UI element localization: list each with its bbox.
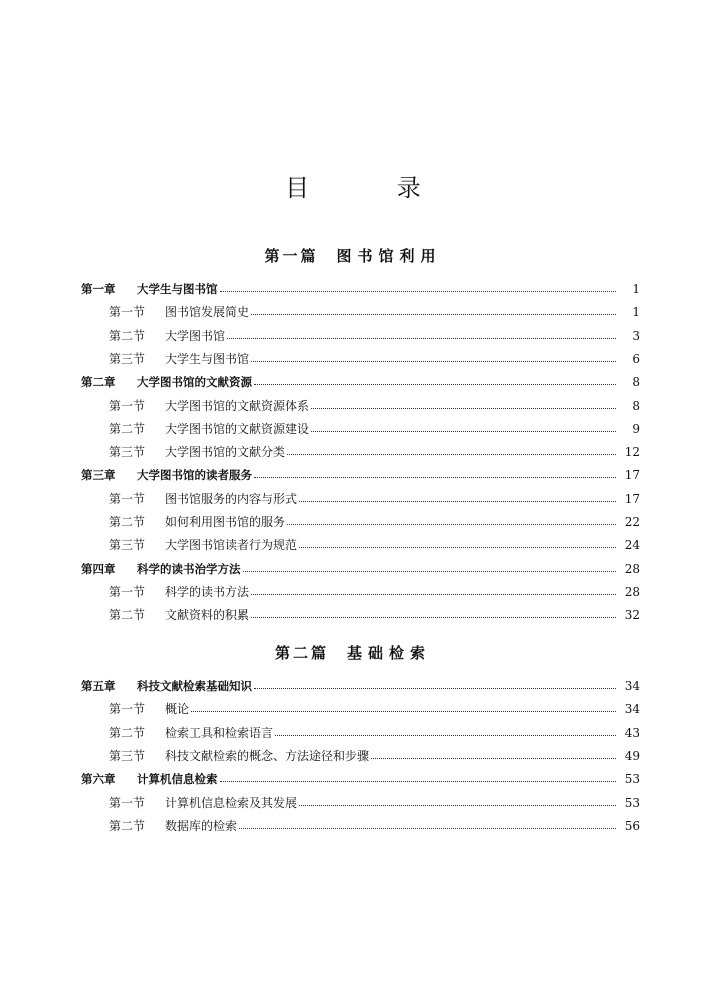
dot-leader xyxy=(251,617,618,618)
page-number: 17 xyxy=(616,465,640,485)
toc-section-entry xyxy=(0,816,706,836)
toc-section-entry xyxy=(0,605,706,625)
toc-section-entry xyxy=(0,302,706,322)
chapter-title: 大学图书馆的读者服务 xyxy=(137,465,254,485)
page-number: 8 xyxy=(616,372,640,392)
page-number: 12 xyxy=(616,442,640,462)
toc-section-entry xyxy=(0,512,706,532)
dot-leader xyxy=(287,454,618,455)
chapter-title: 大学生与图书馆 xyxy=(137,279,220,299)
page-number: 28 xyxy=(616,582,640,602)
section-number: 第一节 xyxy=(109,795,146,810)
dot-leader xyxy=(220,781,619,782)
toc-section-entry xyxy=(0,396,706,416)
dot-leader xyxy=(299,805,618,806)
page-number: 1 xyxy=(616,279,640,299)
toc-chapter-entry xyxy=(0,279,706,299)
page-number: 17 xyxy=(616,489,640,509)
chapter-number: 第一章 xyxy=(81,282,116,296)
toc-section-entry xyxy=(0,349,706,369)
part-heading xyxy=(0,642,706,663)
page-number: 24 xyxy=(616,535,640,555)
toc-section-entry xyxy=(0,419,706,439)
page-number: 32 xyxy=(616,605,640,625)
page-number: 56 xyxy=(616,816,640,836)
page-number: 34 xyxy=(616,699,640,719)
chapter-number: 第四章 xyxy=(81,561,116,576)
page-number: 53 xyxy=(616,769,640,789)
section-number: 第二节 xyxy=(109,328,146,343)
dot-leader xyxy=(254,688,618,689)
section-number: 第三节 xyxy=(109,748,146,763)
toc-section-entry xyxy=(0,442,706,462)
section-number: 第三节 xyxy=(109,351,146,366)
dot-leader xyxy=(254,384,618,385)
toc-chapter-entry xyxy=(0,559,706,579)
page-number: 22 xyxy=(616,512,640,532)
page-number: 34 xyxy=(616,676,640,696)
dot-leader xyxy=(275,735,618,736)
chapter-title: 科学的读书治学方法 xyxy=(137,559,243,579)
chapter-number: 第三章 xyxy=(81,468,116,483)
part-heading xyxy=(0,245,706,266)
section-title: 大学图书馆 xyxy=(165,326,227,346)
section-number: 第三节 xyxy=(109,538,146,553)
dot-leader xyxy=(239,828,618,829)
dot-leader xyxy=(371,758,618,759)
toc-section-entry xyxy=(0,793,706,813)
dot-leader xyxy=(299,501,618,502)
toc-section-entry xyxy=(0,326,706,346)
dot-leader xyxy=(227,338,618,339)
section-title: 数据库的检索 xyxy=(165,816,239,836)
section-number: 第二节 xyxy=(109,608,146,623)
dot-leader xyxy=(243,571,619,572)
section-title: 检索工具和检索语言 xyxy=(165,723,275,743)
section-number: 第一节 xyxy=(109,702,146,717)
section-number: 第二节 xyxy=(109,818,146,833)
page-number: 28 xyxy=(616,559,640,579)
toc-section-entry xyxy=(0,723,706,743)
section-number: 第二节 xyxy=(109,515,146,529)
part-number: 第二篇 xyxy=(274,644,329,662)
toc-section-entry xyxy=(0,746,706,766)
page-number: 6 xyxy=(616,349,640,369)
section-title: 大学图书馆的文献分类 xyxy=(165,442,287,462)
page-number: 49 xyxy=(616,746,640,766)
section-title: 概论 xyxy=(165,699,191,719)
section-title: 科学的读书方法 xyxy=(165,582,251,602)
toc-section-entry xyxy=(0,582,706,602)
part-name: 基础检索 xyxy=(347,644,432,662)
page-number: 43 xyxy=(616,723,640,743)
section-title: 文献资料的积累 xyxy=(165,605,251,625)
page-number: 1 xyxy=(616,302,640,322)
section-number: 第一节 xyxy=(109,305,146,320)
page-title: 目 录 xyxy=(285,174,461,202)
dot-leader xyxy=(251,314,618,315)
toc-section-entry xyxy=(0,699,706,719)
section-title: 图书馆服务的内容与形式 xyxy=(165,489,299,509)
section-title: 如何利用图书馆的服务 xyxy=(165,512,287,532)
dot-leader xyxy=(251,594,618,595)
toc-chapter-entry xyxy=(0,465,706,485)
dot-leader xyxy=(191,711,618,712)
section-title: 大学图书馆的文献资源体系 xyxy=(165,396,311,416)
section-number: 第一节 xyxy=(109,491,146,506)
section-title: 科技文献检索的概念、方法途径和步骤 xyxy=(165,746,371,766)
section-title: 计算机信息检索及其发展 xyxy=(165,793,299,813)
section-number: 第二节 xyxy=(109,725,146,740)
dot-leader xyxy=(287,524,618,525)
toc-chapter-entry xyxy=(0,372,706,392)
section-number: 第二节 xyxy=(109,421,146,436)
chapter-number: 第二章 xyxy=(81,375,116,390)
toc-section-entry xyxy=(0,535,706,555)
toc-section-entry xyxy=(0,489,706,509)
chapter-number: 第六章 xyxy=(81,772,116,787)
section-title: 大学图书馆的文献资源建设 xyxy=(165,419,311,439)
chapter-title: 大学图书馆的文献资源 xyxy=(137,372,254,392)
section-number: 第一节 xyxy=(109,398,146,413)
dot-leader xyxy=(299,547,618,548)
section-number: 第一节 xyxy=(109,584,146,599)
page-number: 53 xyxy=(616,793,640,813)
section-number: 第三节 xyxy=(109,445,146,460)
page-number: 3 xyxy=(616,326,640,346)
toc-chapter-entry xyxy=(0,676,706,696)
toc-chapter-entry xyxy=(0,769,706,789)
page-number: 8 xyxy=(616,396,640,416)
section-title: 大学图书馆读者行为规范 xyxy=(165,535,299,555)
dot-leader xyxy=(311,408,618,409)
part-name: 图书馆利用 xyxy=(336,247,442,265)
section-title: 大学生与图书馆 xyxy=(165,349,251,369)
chapter-title: 计算机信息检索 xyxy=(137,769,220,789)
page-number: 9 xyxy=(616,419,640,439)
dot-leader xyxy=(251,361,618,362)
dot-leader xyxy=(311,431,618,432)
dot-leader xyxy=(254,477,618,478)
dot-leader xyxy=(220,291,619,292)
part-number: 第一篇 xyxy=(264,247,319,265)
chapter-number: 第五章 xyxy=(81,679,116,693)
chapter-title: 科技文献检索基础知识 xyxy=(137,676,254,696)
section-title: 图书馆发展简史 xyxy=(165,302,251,322)
